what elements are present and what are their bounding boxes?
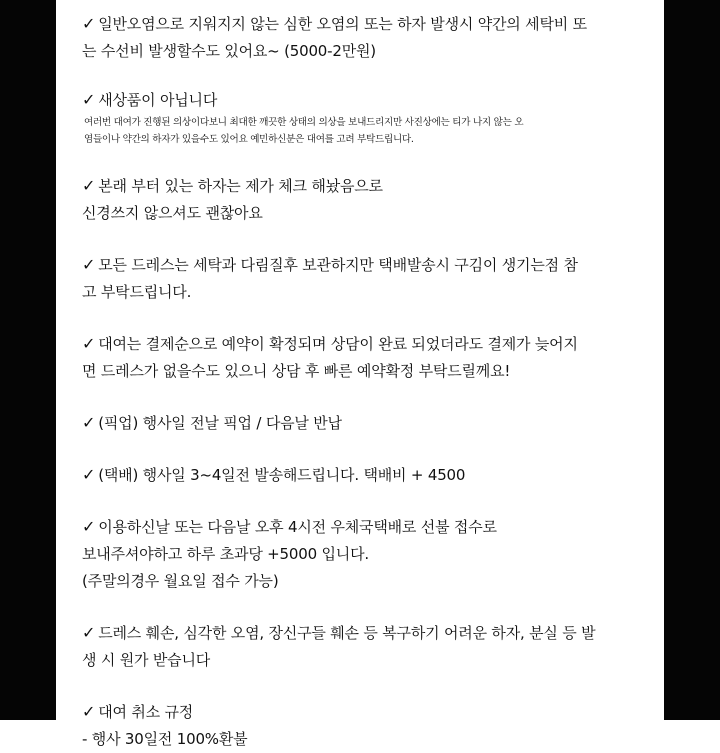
notice-line: 생 시 원가 받습니다 (82, 651, 211, 669)
notice-line: - 행사 30일전 100%환불 (82, 730, 248, 748)
notice-line: ✓ 일반오염으로 지워지지 않는 심한 오염의 또는 하자 발생시 약간의 세탁비 또 (82, 14, 587, 33)
notice-item-return (82, 513, 652, 595)
notice-line: 는 수선비 발생할수도 있어요~ (5000-2만원) (82, 42, 376, 60)
check-icon: ✓ (82, 334, 96, 353)
notice-item-damage (82, 619, 652, 674)
notice-line: ✓ 대여는 결제순으로 예약이 확정되며 상담이 완료 되었더라도 결제가 늦어지 (82, 334, 578, 353)
check-icon: ✓ (82, 517, 96, 536)
notice-line: (주말의경우 월요일 접수 가능) (82, 572, 279, 590)
notice-line: 보내주셔야하고 하루 초과당 +5000 입니다. (82, 545, 369, 563)
notice-item-reservation (82, 330, 652, 385)
notice-line: ✓ 본래 부터 있는 하자는 제가 체크 해놨음으로 (82, 176, 383, 195)
notice-line: 면 드레스가 없을수도 있으니 상담 후 빠른 예약확정 부탁드릴께요! (82, 362, 511, 380)
check-icon: ✓ (82, 90, 96, 109)
notice-line: ✓ 대여 취소 규정 (82, 702, 194, 721)
check-icon: ✓ (82, 702, 96, 721)
notice-line: 고 부탁드립니다. (82, 283, 192, 301)
notice-fine-print: 염들이나 약간의 하자가 있을수도 있어요 예민하신분은 대여를 고려 부탁드립니다. (84, 134, 414, 145)
notice-line: 신경쓰지 않으셔도 괜찮아요 (82, 204, 263, 222)
notice-item-stain-fee (82, 10, 652, 65)
check-icon: ✓ (82, 255, 96, 274)
check-icon: ✓ (82, 413, 96, 432)
notice-sheet (56, 0, 664, 748)
check-icon: ✓ (82, 465, 96, 484)
photo-border-left (0, 0, 56, 720)
notice-line: ✓ 모든 드레스는 세탁과 다림질후 보관하지만 택배발송시 구김이 생기는점 참 (82, 255, 578, 274)
notice-item-delivery (82, 461, 652, 489)
notice-item-existing-defects (82, 172, 652, 227)
notice-item-cancellation (82, 698, 652, 753)
notice-line: ✓ (택배) 행사일 3~4일전 발송해드립니다. 택배비 + 4500 (82, 465, 466, 484)
notice-item-wrinkles (82, 251, 652, 306)
check-icon: ✓ (82, 14, 96, 33)
notice-line: ✓ (픽업) 행사일 전날 픽업 / 다음날 반납 (82, 413, 342, 432)
notice-line: ✓ 드레스 훼손, 심각한 오염, 장신구들 훼손 등 복구하기 어려운 하자, 분실 등 발 (82, 623, 596, 642)
notice-item-pickup (82, 409, 652, 437)
notice-line: ✓ 새상품이 아닙니다 (82, 90, 218, 109)
notice-line: ✓ 이용하신날 또는 다음날 오후 4시전 우체국택배로 선불 접수로 (82, 517, 497, 536)
rental-notice-list (82, 10, 652, 753)
check-icon: ✓ (82, 176, 96, 195)
notice-item-not-new (82, 86, 652, 148)
check-icon: ✓ (82, 623, 96, 642)
notice-fine-print: 여러번 대여가 진행된 의상이다보니 최대한 깨끗한 상태의 의상을 보내드리지만 사진상에는 티가 나지 않는 오 (84, 117, 524, 128)
photo-border-right (664, 0, 720, 720)
